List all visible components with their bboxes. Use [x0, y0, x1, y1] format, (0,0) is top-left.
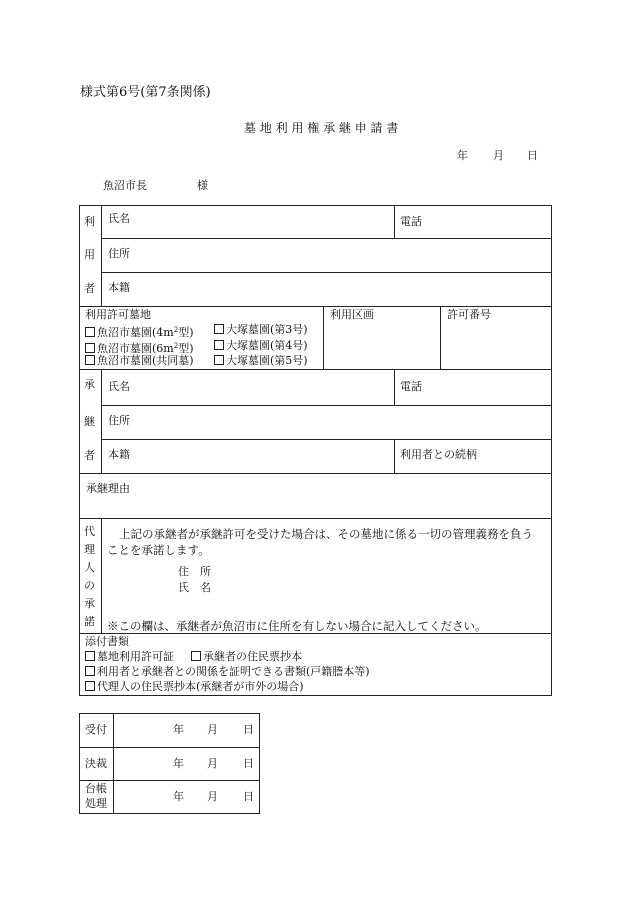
office-row-label: 処理: [85, 797, 107, 810]
checkbox-icon[interactable]: [214, 324, 224, 334]
checkbox-icon[interactable]: [85, 681, 95, 691]
date-year-label: 年: [457, 149, 468, 162]
office-year-label: 年: [173, 757, 184, 770]
attachment-relationship-doc[interactable]: 利用者と承継者との関係を証明できる書類(戸籍謄本等): [85, 665, 370, 679]
checkbox-icon[interactable]: [85, 651, 95, 661]
agent-side-char: 理: [84, 543, 95, 556]
cemetery-option-shared[interactable]: 魚沼市墓園(共同墓): [85, 354, 194, 368]
attachment-agent-record[interactable]: 代理人の住民票抄本(承継者が市外の場合): [85, 680, 304, 694]
attachment-permit[interactable]: 墓地利用許可証: [85, 650, 174, 664]
reason-label: 承継理由: [86, 482, 130, 495]
agent-address-label: 住 所: [178, 565, 211, 578]
agent-side-char: 諾: [84, 615, 95, 628]
office-row-label: 決裁: [85, 757, 107, 770]
agent-side-char: 人: [84, 561, 95, 574]
user-phone-label: 電話: [400, 215, 422, 228]
office-row-label: 受付: [85, 723, 107, 736]
addressee: 魚沼市長: [103, 179, 147, 192]
office-month-label: 月: [207, 790, 218, 803]
cemetery-option-otsuka-5[interactable]: 大塚墓園(第5号): [214, 354, 308, 368]
cemetery-label: 利用許可墓地: [85, 308, 151, 321]
successor-side-char: 者: [84, 449, 95, 462]
office-day-label: 日: [243, 723, 254, 736]
successor-side-char: 承: [84, 378, 95, 391]
relation-label: 利用者との続柄: [400, 448, 477, 461]
area-label: 利用区画: [330, 308, 374, 321]
honorific: 様: [197, 179, 208, 192]
user-domicile-label: 本籍: [108, 281, 130, 294]
successor-phone-label: 電話: [400, 380, 422, 393]
cemetery-option-otsuka-4[interactable]: 大塚墓園(第4号): [214, 339, 308, 353]
successor-address-label: 住所: [108, 414, 130, 427]
agent-note: ※この欄は、承継者が魚沼市に住所を有しない場合に記入してください。: [107, 619, 487, 633]
agent-name-label: 氏 名: [178, 581, 211, 594]
office-month-label: 月: [207, 757, 218, 770]
office-row-label: 台帳: [85, 782, 107, 795]
form-title: 墓 地 利 用 権 承 継 申 請 書: [244, 121, 399, 135]
cemetery-option-otsuka-3[interactable]: 大塚墓園(第3号): [214, 323, 308, 337]
date-month-label: 月: [493, 149, 504, 162]
agent-side-char: 承: [84, 597, 95, 610]
agent-side-char: の: [84, 579, 95, 592]
attachment-resident-record[interactable]: 承継者の住民票抄本: [191, 650, 302, 664]
agent-consent-text: 上記の承継者が承継許可を受けた場合は、その墓地に係る一切の管理義務を負う: [119, 527, 533, 541]
office-day-label: 日: [243, 757, 254, 770]
form-number: 様式第6号(第7条関係): [80, 85, 211, 100]
checkbox-icon[interactable]: [85, 343, 95, 353]
checkbox-icon[interactable]: [85, 327, 95, 337]
permit-number-label: 許可番号: [447, 308, 491, 321]
cemetery-option-4m2[interactable]: 魚沼市墓園($4m^2$型): [85, 323, 194, 340]
successor-domicile-label: 本籍: [108, 448, 130, 461]
successor-name-label: 氏名: [108, 380, 130, 393]
attachments-label: 添付書類: [85, 635, 129, 648]
checkbox-icon[interactable]: [214, 355, 224, 365]
checkbox-icon[interactable]: [85, 666, 95, 676]
date-day-label: 日: [527, 149, 538, 162]
user-address-label: 住所: [108, 247, 130, 260]
user-name-label: 氏名: [108, 212, 130, 225]
user-side-char: 利: [84, 215, 95, 228]
office-year-label: 年: [173, 723, 184, 736]
cemetery-option-6m2[interactable]: 魚沼市墓園($6m^2$型): [85, 339, 194, 356]
office-year-label: 年: [173, 790, 184, 803]
office-month-label: 月: [207, 723, 218, 736]
agent-consent-text: ことを承諾します。: [107, 543, 210, 557]
user-side-char: 用: [84, 248, 95, 261]
successor-side-char: 継: [84, 415, 95, 428]
checkbox-icon[interactable]: [191, 651, 201, 661]
agent-side-char: 代: [84, 525, 95, 538]
office-day-label: 日: [243, 790, 254, 803]
checkbox-icon[interactable]: [214, 340, 224, 350]
user-side-char: 者: [84, 282, 95, 295]
checkbox-icon[interactable]: [85, 355, 95, 365]
